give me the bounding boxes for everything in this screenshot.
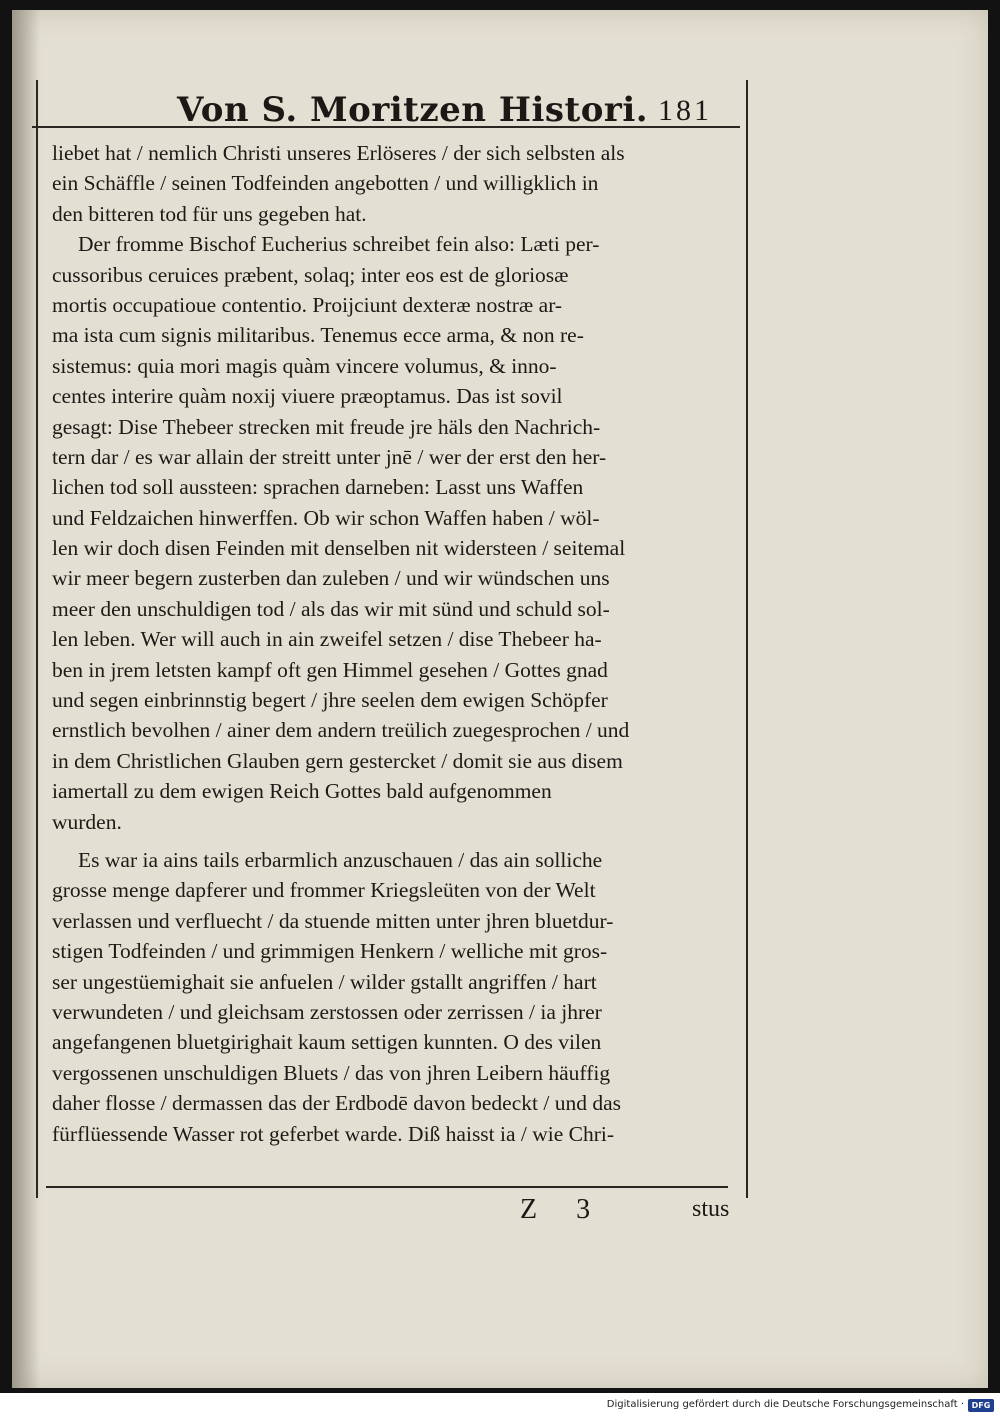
catchword: stus [692,1196,730,1222]
text-line: ernstlich bevolhen / ainer dem andern treülich zuegesprochen / und [52,718,630,743]
text-line: grosse menge dapferer und frommer Kriegsleüten von der Welt [52,878,596,903]
body-text [52,138,742,1149]
text-line: tern dar / es war allain der streitt unter jnē / wer der erst den her- [52,444,607,469]
book-page [12,10,988,1388]
text-line: verlassen und verfluecht / da stuende mitten unter jhren bluetdur- [52,908,614,933]
running-head: Von S. Moritzen Histori. [177,90,649,130]
text-line: angefangenen bluetgirighait kaum settigen kunnten. O des vilen [52,1030,602,1055]
text-line: liebet hat / nemlich Christi unseres Erlöseres / der sich selbsten als [52,141,625,165]
credit-text: Digitalisierung gefördert durch die Deutsche Forschungsgemeinschaft · [606,1399,964,1410]
text-line: verwundeten / und gleichsam zerstossen oder zerrissen / ia jhrer [52,999,602,1024]
text-line: Der fromme Bischof Eucherius schreibet fein also: Læti per- [78,232,600,257]
text-line: ben in jrem letsten kampf oft gen Himmel gesehen / Gottes gnad [52,657,608,682]
text-line: vergossenen unschuldigen Bluets / das von jhren Leibern häuffig [52,1060,611,1085]
text-line: Es war ia ains tails erbarmlich anzuschauen / das ain solliche [78,847,603,872]
text-line: fürflüessende Wasser rot geferbet warde. Diß haisst ia / wie Chri- [52,1121,615,1146]
signature-mark: Z 3 [520,1194,607,1225]
text-line: den bitteren tod für uns gegeben hat. [52,201,367,226]
text-line: len leben. Wer will auch in ain zweifel setzen / dise Thebeer ha- [52,627,602,652]
text-line: in dem Christlichen Glauben gern gestercket / domit sie aus disem [52,748,623,773]
text-line: iamertall zu dem ewigen Reich Gottes bald aufgenommen [52,779,552,804]
text-line: gesagt: Dise Thebeer strecken mit freude jre häls den Nachrich- [52,414,601,439]
text-line: mortis occupatioue contentio. Proijciunt dexteræ nostræ ar- [52,292,563,317]
text-line: lichen tod soll aussteen: sprachen darneben: Lasst uns Waffen [52,475,584,500]
text-line: sistemus: quia mori magis quàm vincere volumus, & inno- [52,353,557,378]
text-line: centes interire quàm noxij viuere præoptamus. Das ist sovil [52,384,563,409]
text-line: ma ista cum signis militaribus. Tenemus ecce arma, & non re- [52,323,584,348]
footer-rule [46,1186,728,1188]
text-line: und segen einbrinnstig begert / jhre seelen dem ewigen Schöpfer [52,688,608,713]
text-line: daher flosse / dermassen das der Erdbodē davon bedeckt / und das [52,1091,621,1116]
text-line: und Feldzaichen hinwerffen. Ob wir schon Waffen haben / wöl- [52,505,600,530]
text-line: stigen Todfeinden / und grimmigen Henkern / welliche mit gros- [52,939,608,964]
text-line: wir meer begern zusterben dan zuleben / und wir wündschen uns [52,566,610,591]
text-line: wurden. [52,809,122,834]
page-number: 181 [658,94,712,127]
text-line: ein Schäffle / seinen Todfeinden angebotten / und willigklich in [52,171,599,196]
dfg-logo-icon: DFG [968,1399,994,1412]
text-line: meer den unschuldigen tod / als das wir mit sünd und schuld sol- [52,596,610,621]
text-line: cussoribus ceruices præbent, solaq; inter eos est de gloriosæ [52,262,569,287]
text-line: len wir doch disen Feinden mit denselben nit widersteen / seitemal [52,536,626,561]
credit-bar [0,1396,1000,1417]
text-line: ser ungestüemighait sie anfuelen / wilder gstallt angriffen / hart [52,969,597,994]
